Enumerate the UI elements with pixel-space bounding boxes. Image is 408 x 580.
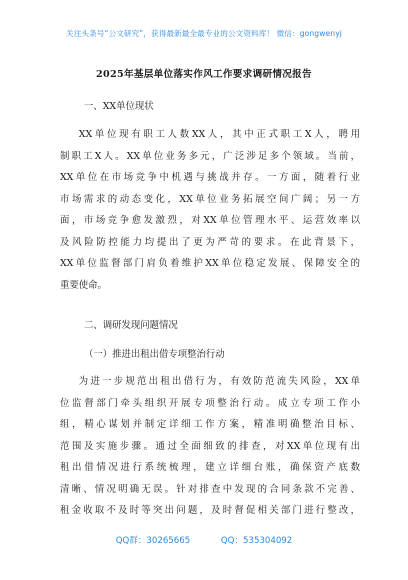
footer-qq-group: QQ群：30265665 xyxy=(115,536,191,546)
footer-contacts xyxy=(0,534,408,546)
paragraph-line: XX单位监督部门肩负着维护XX单位稳定发展、保障安全的 xyxy=(60,258,360,269)
paragraph-line: 租出借情况进行系统梳理，建立详细台账，确保资产底数 xyxy=(60,462,360,473)
paragraph-line: XX单位在市场竞争中机遇与挑战并存。一方面，随着行业 xyxy=(60,172,360,183)
paragraph-line: 清晰、情况明确无误。针对排查中发现的合同条款不完善、 xyxy=(60,483,360,495)
paragraph-line: 及风险防控能力均提出了更为严苛的要求。在此背景下， xyxy=(60,236,360,248)
paragraph-line: 租金收取不及时等突出问题，及时督促相关部门进行整改， xyxy=(60,505,360,516)
section-heading-findings: 二、调研发现问题情况 xyxy=(84,320,178,331)
paragraph-line: 重要使命。 xyxy=(60,279,107,291)
paragraph-line: 制职工X人。XX单位业务多元，广泛涉足多个领域。当前， xyxy=(60,150,360,162)
section-heading-status: 一、XX单位现状 xyxy=(84,101,154,112)
paragraph-line: 为进一步规范出租出借行为，有效防范流失风险，XX单 xyxy=(78,376,360,387)
document-title: 2025年基层单位落实作风工作要求调研情况报告 xyxy=(96,69,312,80)
section2-paragraph xyxy=(60,371,360,522)
header-banner xyxy=(0,28,408,39)
paragraph-line: 位监督部门牵头组织开展专项整治行动。成立专项工作小 xyxy=(60,397,360,409)
paragraph-line: 面，市场竞争愈发激烈，对XX单位管理水平、运营效率以 xyxy=(60,215,360,226)
footer-qq-number: QQ：535304092 xyxy=(220,536,293,546)
subsection-heading: （一）推进出租出借专项整治行动 xyxy=(84,349,225,360)
paragraph-line: 市场需求的动态变化，XX单位业务拓展空间广阔；另一方 xyxy=(60,193,360,205)
paragraph-line: 组，精心谋划并制定详细工作方案，精准明确整治目标、 xyxy=(60,419,360,430)
paragraph-line: XX单位现有职工人数XX人，其中正式职工X人，聘用 xyxy=(78,129,360,140)
section1-paragraph xyxy=(60,124,360,296)
paragraph-line: 范围及实施步骤。通过全面细致的排查，对XX单位现有出 xyxy=(60,440,360,452)
header-banner-text: 关注头条号“公文研究”，获得最新最全最专业的公文资料库！ 微信：gongwenyj xyxy=(66,29,342,38)
